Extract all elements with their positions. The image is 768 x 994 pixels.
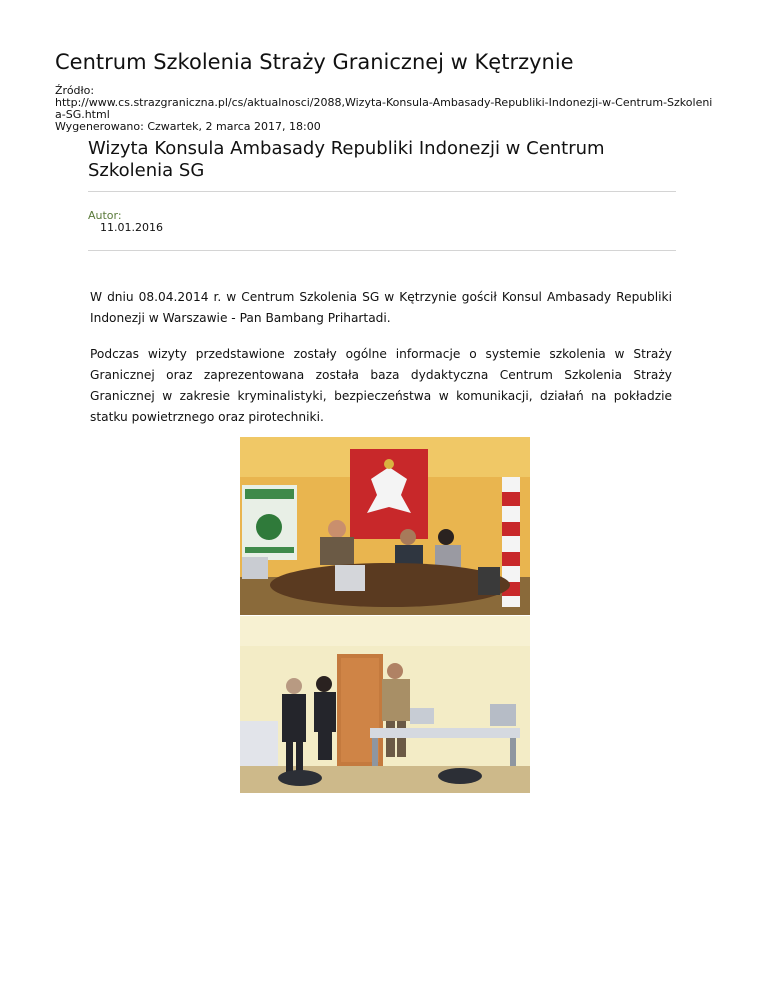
source-meta [55,85,725,133]
article-title: Wizyta Konsula Ambasady Republiki Indonezji w Centrum Szkolenia SG [88,138,605,181]
article-paragraph-2: Podczas wizyty przedstawione zostały ogólne informacje o systemie szkolenia w Straży Granicznej oraz zaprezentowana została baza dydaktyczna Centrum Szkolenia Straży Granicznej w zakresie kryminalistyki, bezpieczeństwa w komunikacji, działań na pokładzie statku powietrznego oraz pirotechniki. [90,347,672,424]
author-label: Autor: [88,209,122,222]
article-date: 11.01.2016 [100,221,163,234]
divider-top [88,191,676,192]
article-paragraph-1: W dniu 08.04.2014 r. w Centrum Szkolenia SG w Kętrzynie gościł Konsul Ambasady Republiki Indonezji w Warszawie - Pan Bambang Prihartadi. [90,290,672,325]
source-url[interactable]: http://www.cs.strazgraniczna.pl/cs/aktualnosci/2088,Wizyta-Konsula-Ambasady-Republiki-Indonezji-w-Centrum-Szkolenia-SG.html [55,96,713,121]
source-label: Źródło: [55,84,95,97]
divider-bottom [88,250,676,251]
generated-timestamp: Wygenerowano: Czwartek, 2 marca 2017, 18:00 [55,120,321,133]
site-title: Centrum Szkolenia Straży Granicznej w Kętrzynie [55,50,574,74]
photo-classroom [240,616,530,793]
photo-meeting-room [240,437,530,615]
